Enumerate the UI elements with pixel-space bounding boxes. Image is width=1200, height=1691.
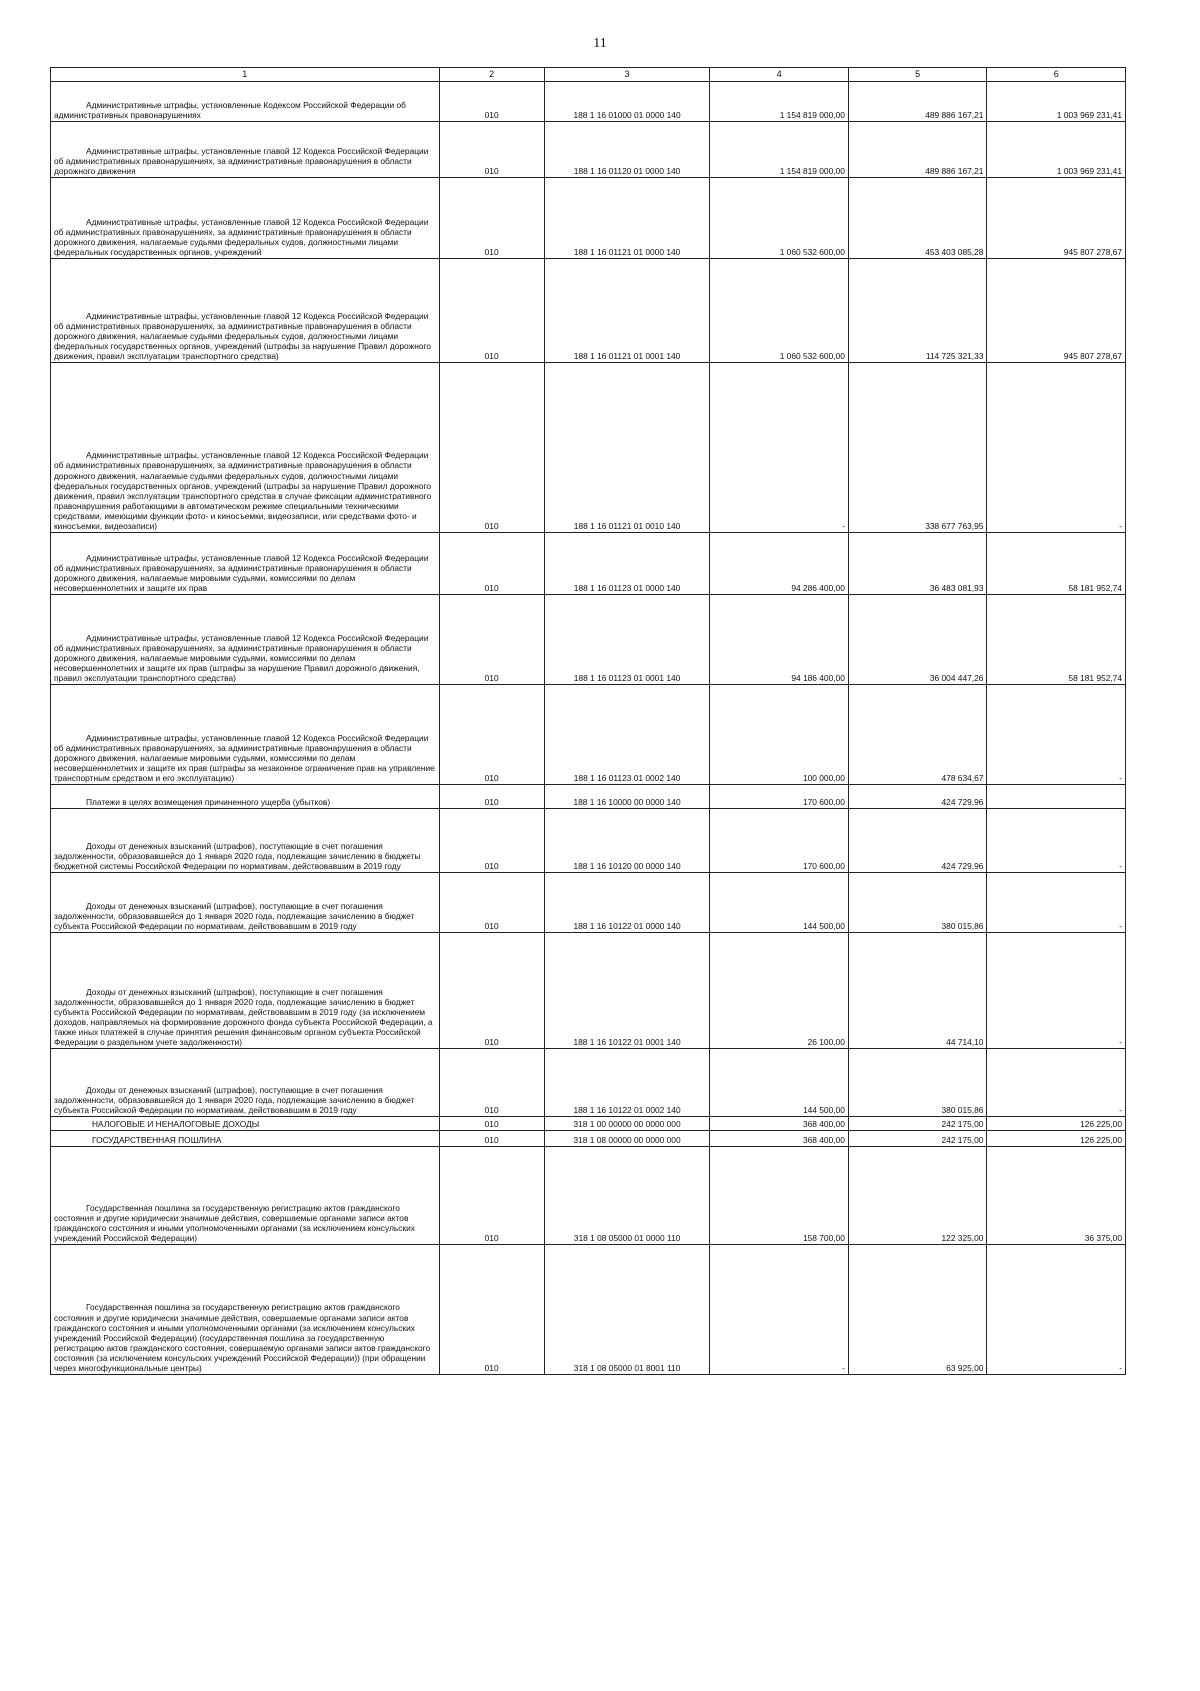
row-income-code: 188 1 16 10000 00 0000 140 [544,785,710,809]
row-executed-amount: 489 886 167,21 [848,82,987,122]
row-executed-amount: 424 729,96 [848,809,987,873]
row-description-cell [51,933,440,1049]
row-approved-amount: 100 000,00 [710,685,849,785]
row-description: Доходы от денежных взысканий (штрафов), поступающие в счет погашения задолженности, образовавшейся до 1 января 2020 года, подлежащие зачислению в бюджет субъекта Российской Федерации по нормативам, действовавшим в 2019 году [54,900,415,931]
row-unexecuted-amount: 126 225,00 [987,1131,1126,1147]
row-approved-amount: 144 500,00 [710,873,849,933]
row-description-cell [51,1131,440,1147]
row-line-code: 010 [439,809,544,873]
row-executed-amount: 380 015,86 [848,1049,987,1117]
row-description-cell [51,873,440,933]
row-description-cell [51,595,440,685]
table-row [51,122,1126,178]
row-description-cell [51,1049,440,1117]
column-header-4: 4 [710,68,849,82]
row-description: Административные штрафы, установленные главой 12 Кодекса Российской Федерации об административных правонарушениях, за административные правонарушения в области дорожного движения, налагаемые мировыми судьями, комиссиями по делам несовершеннолетних и защите их прав (штрафы за незаконное ограничение прав на управление транспортным средством и его эксплуатацию) [54,732,435,783]
row-description-cell [51,259,440,363]
row-executed-amount: 424 729,96 [848,785,987,809]
table-row [51,363,1126,533]
table-row [51,873,1126,933]
row-income-code: 188 1 16 01123 01 0002 140 [544,685,710,785]
row-line-code: 010 [439,122,544,178]
row-description-cell [51,1117,440,1131]
column-number-row [51,68,1126,82]
row-description-cell [51,685,440,785]
row-executed-amount: 122 325,00 [848,1147,987,1245]
row-description: Доходы от денежных взысканий (штрафов), поступающие в счет погашения задолженности, образовавшейся до 1 января 2020 года, подлежащие зачислению в бюджет субъекта Российской Федерации по нормативам, действовавшим в 2019 году (за исключением доходов, направляемых на формирование дорожного фонда субъекта Российской Федерации, а также иных платежей в случае принятия решения финансовым органом субъекта Российской Федерации о раздельном учете задолженности) [54,986,433,1047]
row-executed-amount: 242 175,00 [848,1131,987,1147]
row-description: Административные штрафы, установленные главой 12 Кодекса Российской Федерации об административных правонарушениях, за административные правонарушения в области дорожного движения, налагаемые мировыми судьями, комиссиями по делам несовершеннолетних и защите их прав (штрафы за нарушение Правил дорожного движения, правил эксплуатации транспортного средства) [54,632,429,683]
table-row [51,1245,1126,1375]
row-approved-amount: 368 400,00 [710,1117,849,1131]
row-line-code: 010 [439,178,544,259]
row-description: Доходы от денежных взысканий (штрафов), поступающие в счет погашения задолженности, образовавшейся до 1 января 2020 года, подлежащие зачислению в бюджеты бюджетной системы Российской Федерации по нормативам, действовавшим в 2019 году [54,840,421,871]
row-income-code: 188 1 16 10122 01 0001 140 [544,933,710,1049]
row-executed-amount: 36 483 081,93 [848,533,987,595]
row-unexecuted-amount: - [987,933,1126,1049]
row-approved-amount: 368 400,00 [710,1131,849,1147]
column-header-2: 2 [439,68,544,82]
row-executed-amount: 44 714,10 [848,933,987,1049]
row-income-code: 318 1 08 05000 01 8001 110 [544,1245,710,1375]
row-description-cell [51,1147,440,1245]
row-line-code: 010 [439,1245,544,1375]
row-executed-amount: 114 725 321,33 [848,259,987,363]
row-description-cell [51,785,440,809]
row-approved-amount: 94 186 400,00 [710,595,849,685]
row-executed-amount: 63 925,00 [848,1245,987,1375]
row-unexecuted-amount: - [987,1049,1126,1117]
row-unexecuted-amount: - [987,1245,1126,1375]
row-unexecuted-amount: 945 807 278,67 [987,178,1126,259]
row-description-cell [51,533,440,595]
row-income-code: 318 1 08 00000 00 0000 000 [544,1131,710,1147]
row-executed-amount: 478 634,67 [848,685,987,785]
table-row [51,1117,1126,1131]
row-unexecuted-amount: 58 181 952,74 [987,533,1126,595]
table-row [51,595,1126,685]
row-approved-amount: 170 600,00 [710,785,849,809]
row-description: ГОСУДАРСТВЕННАЯ ПОШЛИНА [92,1134,222,1145]
row-line-code: 010 [439,1147,544,1245]
table-row [51,785,1126,809]
row-executed-amount: 453 403 085,28 [848,178,987,259]
row-approved-amount: 94 286 400,00 [710,533,849,595]
row-description: Административные штрафы, установленные главой 12 Кодекса Российской Федерации об административных правонарушениях, за административные правонарушения в области дорожного движения, налагаемые судьями федеральных судов, должностными лицами федеральных государственных органов, учреждений (штрафы за нарушение Правил дорожного движения, правил эксплуатации транспортного средства в случае фиксации административного правонарушения работающими в автоматическом режиме специальными техническими средствами, имеющими функции фото- и киносъемки, видеозаписи, или средствами фото- и киносъемки, видеозаписи) [54,450,432,531]
row-description: Административные штрафы, установленные главой 12 Кодекса Российской Федерации об административных правонарушениях, за административные правонарушения в области дорожного движения, налагаемые судьями федеральных судов, должностными лицами федеральных государственных органов, учреждений (штрафы за нарушение Правил дорожного движения, правил эксплуатации транспортного средства) [54,310,432,361]
row-description: Административные штрафы, установленные Кодексом Российской Федерации об административных правонарушениях [54,99,406,120]
row-line-code: 010 [439,82,544,122]
table-row [51,1131,1126,1147]
column-header-6: 6 [987,68,1126,82]
row-approved-amount: 26 100,00 [710,933,849,1049]
column-header-5: 5 [848,68,987,82]
row-approved-amount: 170 600,00 [710,809,849,873]
row-income-code: 188 1 16 01121 01 0000 140 [544,178,710,259]
row-description: Доходы от денежных взысканий (штрафов), поступающие в счет погашения задолженности, образовавшейся до 1 января 2020 года, подлежащие зачислению в бюджет субъекта Российской Федерации по нормативам, действовавшим в 2019 году [54,1084,415,1115]
row-line-code: 010 [439,1117,544,1131]
row-unexecuted-amount: - [987,685,1126,785]
table-row [51,1049,1126,1117]
row-approved-amount: 1 154 819 000,00 [710,122,849,178]
row-executed-amount: 242 175,00 [848,1117,987,1131]
row-income-code: 188 1 16 01121 01 0010 140 [544,363,710,533]
row-description: Государственная пошлина за государственную регистрацию актов гражданского состояния и другие юридически значимые действия, совершаемые органами записи актов гражданского состояния и иными уполномоченными органами (за исключением консульских учреждений Российской Федерации) [54,1202,415,1243]
row-description: НАЛОГОВЫЕ И НЕНАЛОГОВЫЕ ДОХОДЫ [92,1118,260,1129]
table-row [51,685,1126,785]
row-line-code: 010 [439,933,544,1049]
row-description: Административные штрафы, установленные главой 12 Кодекса Российской Федерации об административных правонарушениях, за административные правонарушения в области дорожного движения [54,145,429,176]
row-unexecuted-amount: 945 807 278,67 [987,259,1126,363]
column-header-3: 3 [544,68,710,82]
row-income-code: 318 1 00 00000 00 0000 000 [544,1117,710,1131]
row-executed-amount: 36 004 447,26 [848,595,987,685]
table-row [51,178,1126,259]
row-executed-amount: 338 677 763,95 [848,363,987,533]
row-approved-amount: 144 500,00 [710,1049,849,1117]
row-description-cell [51,1245,440,1375]
row-line-code: 010 [439,1131,544,1147]
row-approved-amount: - [710,363,849,533]
row-income-code: 188 1 16 01120 01 0000 140 [544,122,710,178]
row-line-code: 010 [439,873,544,933]
table-row [51,809,1126,873]
row-unexecuted-amount: 36 375,00 [987,1147,1126,1245]
row-approved-amount: - [710,1245,849,1375]
row-line-code: 010 [439,259,544,363]
row-approved-amount: 158 700,00 [710,1147,849,1245]
table-row [51,259,1126,363]
row-description-cell [51,122,440,178]
row-income-code: 188 1 16 10122 01 0000 140 [544,873,710,933]
table-row [51,933,1126,1049]
row-unexecuted-amount: 1 003 969 231,41 [987,82,1126,122]
row-income-code: 188 1 16 10120 00 0000 140 [544,809,710,873]
row-income-code: 318 1 08 05000 01 0000 110 [544,1147,710,1245]
row-line-code: 010 [439,785,544,809]
row-unexecuted-amount: - [987,363,1126,533]
row-income-code: 188 1 16 01123 01 0000 140 [544,533,710,595]
row-income-code: 188 1 16 10122 01 0002 140 [544,1049,710,1117]
page-number: 11 [593,36,607,51]
row-line-code: 010 [439,363,544,533]
row-income-code: 188 1 16 01000 01 0000 140 [544,82,710,122]
row-line-code: 010 [439,533,544,595]
row-description: Государственная пошлина за государственную регистрацию актов гражданского состояния и другие юридически значимые действия, совершаемые органами записи актов гражданского состояния и иными уполномоченными органами (за исключением консульских учреждений Российской Федерации) (государственная пошлина за государственную регистрацию актов гражданского состояния, совершаемую органами записи актов гражданского состояния (за исключением консульских учреждений Российской Федерации)) (при обращении через многофункциональные центры) [54,1302,431,1373]
row-unexecuted-amount: 58 181 952,74 [987,595,1126,685]
row-unexecuted-amount: 1 003 969 231,41 [987,122,1126,178]
table-row [51,82,1126,122]
row-line-code: 010 [439,685,544,785]
row-executed-amount: 380 015,86 [848,873,987,933]
row-unexecuted-amount: - [987,809,1126,873]
row-approved-amount: 1 060 532 600,00 [710,259,849,363]
row-income-code: 188 1 16 01121 01 0001 140 [544,259,710,363]
row-description-cell [51,82,440,122]
row-income-code: 188 1 16 01123 01 0001 140 [544,595,710,685]
table-row [51,533,1126,595]
row-executed-amount: 489 886 167,21 [848,122,987,178]
row-line-code: 010 [439,1049,544,1117]
row-unexecuted-amount [987,785,1126,809]
row-description: Административные штрафы, установленные главой 12 Кодекса Российской Федерации об административных правонарушениях, за административные правонарушения в области дорожного движения, налагаемые мировыми судьями, комиссиями по делам несовершеннолетних и защите их прав [54,552,429,593]
row-description-cell [51,809,440,873]
row-approved-amount: 1 154 819 000,00 [710,82,849,122]
row-approved-amount: 1 060 532 600,00 [710,178,849,259]
table-row [51,1147,1126,1245]
row-unexecuted-amount: 126 225,00 [987,1117,1126,1131]
row-unexecuted-amount: - [987,873,1126,933]
row-description: Административные штрафы, установленные главой 12 Кодекса Российской Федерации об административных правонарушениях, за административные правонарушения в области дорожного движения, налагаемые судьями федеральных судов, должностными лицами федеральных государственных органов, учреждений [54,216,429,257]
row-line-code: 010 [439,595,544,685]
revenue-table [50,67,1126,1375]
column-header-1: 1 [51,68,440,82]
row-description: Платежи в целях возмещения причиненного ущерба (убытков) [86,796,331,807]
row-description-cell [51,178,440,259]
row-description-cell [51,363,440,533]
